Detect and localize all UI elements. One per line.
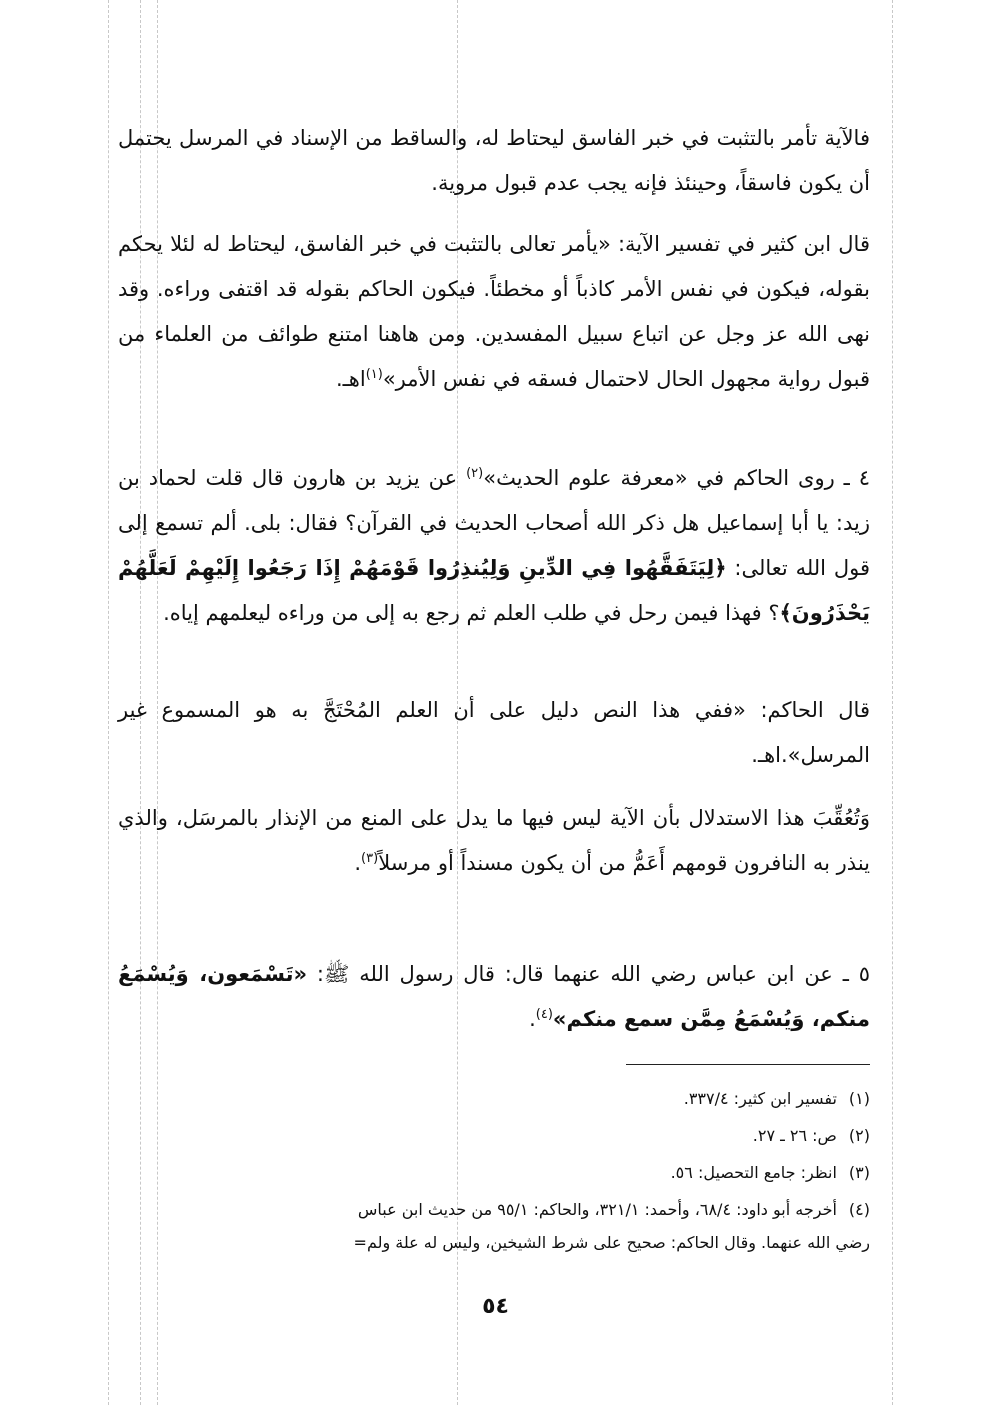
footnote-text: تفسير ابن كثير: ٣٣٧/٤.	[683, 1089, 837, 1108]
paragraph-4-hakim-comment	[118, 688, 870, 778]
scan-guide-line	[108, 0, 109, 1405]
paragraph-suffix: اهـ.	[335, 367, 366, 391]
paragraph-5-rebuttal	[118, 796, 870, 886]
paragraph-6-hadith	[118, 952, 870, 1042]
footnote-number: (١)	[848, 1089, 870, 1108]
footnote-text: أخرجه أبو داود: ٦٨/٤، وأحمد: ٣٢١/١، والحاكم: ٩٥/١ من حديث ابن عباس	[357, 1200, 837, 1219]
footnote-3	[118, 1154, 870, 1191]
paragraph-text: فالآية تأمر بالتثبت في خبر الفاسق ليحتاط له، والساقط من الإسناد في المرسل يحتمل أن يكون فاسقاً، وحينئذ فإنه يجب عدم قبول مروية.	[118, 126, 870, 195]
scan-guide-line	[892, 0, 893, 1405]
paragraph-text: قال ابن كثير في تفسير الآية: «يأمر تعالى بالتثبت في خبر الفاسق، ليحتاط له لئلا يحكم بقوله، فيكون في نفس الأمر كاذباً أو مخطئاً. فيكون الحاكم بقوله قد اقتفى وراءه. وقد نهى الله عز وجل عن اتباع سبيل المفسدين. ومن هاهنا امتنع طوائف من العلماء من قبول رواية مجهول الحال لاحتمال فسقه في نفس الأمر»	[118, 232, 870, 391]
paragraph-text: وَتُعُقِّبَ هذا الاستدلال بأن الآية ليس فيها ما يدل على المنع من الإنذار بالمرسَل، والذي ينذر به النافرون قومهم أَعَمُّ من أن يكون مسنداً أو مرسلاً	[118, 806, 870, 875]
paragraph-text: قال الحاكم: «ففي هذا النص دليل على أن العلم المُحْتَجَّ به هو المسموع غير المرسل».اهـ.	[118, 698, 870, 767]
paragraph-1	[118, 116, 870, 206]
footnote-number: (٤)	[848, 1200, 870, 1219]
footnote-ref: (٢)	[466, 466, 484, 481]
footnote-2	[118, 1117, 870, 1154]
paragraph-2-ibn-kathir-quote	[118, 222, 870, 402]
footnote-ref: (٤)	[535, 1007, 553, 1022]
footnote-ref: (٣)	[361, 851, 379, 866]
paragraph-text: ٥ ـ عن ابن عباس رضي الله عنهما قال: قال رسول الله ﷺ:	[307, 962, 870, 986]
footnote-1	[118, 1080, 870, 1117]
paragraph-3-hakim-narration	[118, 456, 870, 636]
paragraph-suffix: .	[354, 851, 362, 875]
paragraph-suffix: .	[529, 1007, 536, 1031]
footnote-separator	[626, 1064, 870, 1065]
quran-verse: ﴿لِيَتَفَقَّهُوا فِي الدِّينِ وَلِيُنذِرُوا قَوْمَهُمْ إِذَا رَجَعُوا إِلَيْهِمْ لَعَلَّهُمْ يَحْذَرُونَ﴾	[118, 556, 870, 625]
paragraph-text: عن يزيد بن هارون قال قلت لحماد بن زيد: يا أبا إسماعيل هل ذكر الله أصحاب الحديث في القرآن؟ فقال: بلى. ألم تسمع إلى قول الله تعالى:	[118, 466, 870, 580]
footnote-ref: (١)	[365, 367, 383, 382]
footnote-text: ص: ٢٦ ـ ٢٧.	[752, 1126, 837, 1145]
footnote-number: (٢)	[848, 1126, 870, 1145]
footnote-text: انظر: جامع التحصيل: ٥٦.	[670, 1163, 837, 1182]
hadith-text: «تَسْمَعون، وَيُسْمَعُ منكم، وَيُسْمَعُ مِمَّن سمع منكم»	[118, 962, 870, 1031]
footnote-4-continuation: رضي الله عنهما. وقال الحاكم: صحيح على شرط الشيخين، وليس له علة ولم=	[353, 1233, 870, 1252]
footnote-4	[118, 1191, 870, 1228]
page-number: ٥٤	[482, 1294, 509, 1319]
footnotes	[118, 1080, 870, 1258]
paragraph-suffix: ؟ فهذا فيمن رحل في طلب العلم ثم رجع به إلى من وراءه ليعلمهم إياه.	[163, 601, 780, 625]
footnote-number: (٣)	[848, 1163, 870, 1182]
paragraph-prefix: ٤ ـ روى الحاكم في «معرفة علوم الحديث»	[483, 466, 870, 490]
